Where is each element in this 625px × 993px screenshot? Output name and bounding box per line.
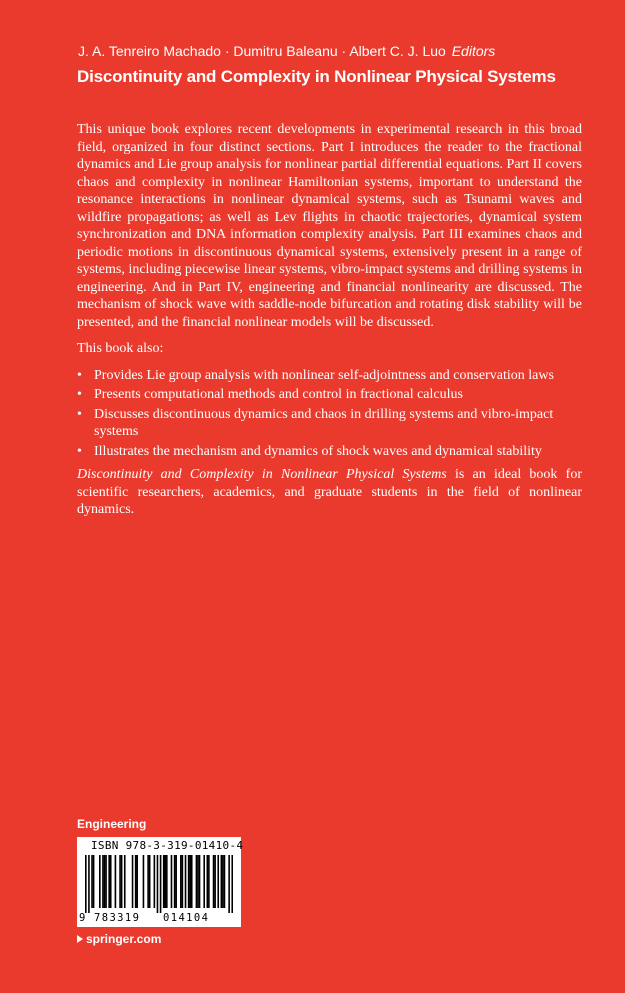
barcode-bar [197,855,199,908]
barcode-bar [228,855,230,913]
barcode-bar [149,855,151,908]
isbn-label: ISBN 978-3-319-01410-4 [91,839,244,852]
barcode-icon [85,855,233,913]
list-item [77,443,582,461]
barcode-bar [217,855,219,908]
editors-role: Editors [451,43,496,59]
bullet-icon: • [77,406,82,422]
barcode-bar [147,855,149,908]
barcode-bar [174,855,176,908]
barcode-bar [196,855,198,908]
closing-book-title: Discontinuity and Complexity in Nonlinear Physical Systems [77,467,447,482]
blurb [77,121,582,528]
barcode-bar [189,855,191,908]
barcode-bar [136,855,138,908]
barcode-digit-first: 9 [79,912,86,924]
list-item [77,367,582,385]
also-intro: This book also: [77,341,164,356]
website-label: springer.com [86,932,162,946]
barcode-bar [182,855,184,908]
barcode-bar [132,855,134,908]
barcode-bar [221,855,223,908]
barcode-bar [231,855,233,913]
barcode-bar [188,855,190,908]
list-item [77,406,582,441]
barcode-bar [135,855,137,908]
barcode-bar [164,855,166,908]
barcode-bar [222,855,224,908]
feature-list [77,367,582,461]
list-item-text: Provides Lie group analysis with nonlinear self-adjointness and conservation laws [94,367,554,383]
bullet-icon: • [77,443,82,459]
isbn-barcode [77,837,244,927]
barcode-bar [171,855,173,908]
barcode-bar [104,855,106,908]
bullet-icon: • [77,387,82,402]
barcode-bar [160,855,162,913]
bullet-icon: • [77,367,82,383]
barcode-bar [214,855,216,908]
barcode-digits-left: 783319 [94,912,141,924]
book-title: Discontinuity and Complexity in Nonlinear Physical Systems [77,67,556,86]
barcode-bar [121,855,123,908]
list-item-text: Presents computational methods and control in fractional calculus [94,387,463,402]
subject-category: Engineering [77,817,147,831]
barcode-digits-right: 014104 [163,912,210,924]
barcode-bar [154,855,156,908]
barcode-bar [203,855,205,908]
barcode-bar [88,855,90,913]
barcode-bar [110,855,112,908]
barcode-bar [180,855,182,908]
barcode-bar [91,855,93,908]
editors-line [78,42,578,60]
barcode-bar [93,855,95,908]
barcode-bar [124,855,126,908]
barcode-bar [191,855,193,908]
barcode-bar [224,855,226,908]
barcode-bar [99,855,101,908]
barcode-bar [115,855,117,908]
list-item [77,386,582,404]
barcode-bar [119,855,121,908]
publisher-website[interactable] [77,932,161,946]
barcode-bar [207,855,209,908]
barcode-bar [102,855,104,908]
description-paragraph: This unique book explores recent developments in experimental research in this broad field, organized in four distinct sections. Part I introduces the reader to the fractional dynamics and Lie group analysis for nonlinear partial differential equations. Part II covers chaos and complexity in nonlinear Hamiltonian systems, important to understand the resonance interactions in nonlinear dynamical systems, such as Tsunami waves and wildfire propagations; as well as Lev flights in chaotic trajectories, dynamical system synchronization and DNA information complexity analysis. Part III examines chaos and periodic motions in discontinuous dynamical systems, extensively present in a range of systems, including piecewise linear systems, vibro-impact systems and drilling systems in engineering. And in Part IV, engineering and financial nonlinearity are discussed. The mechanism of shock wave with saddle-node bifurcation and rotating disk stability will be presented, and the financial nonlinear models will be discussed. [77,122,582,330]
barcode-bar [199,855,201,908]
barcode-bar [175,855,177,908]
list-item-text: Illustrates the mechanism and dynamics of shock waves and dynamical stability [94,443,542,459]
closing-text: is an ideal book for scientific researchers, academics, and graduate students in the field of nonlinear dynamics. [77,467,582,517]
barcode-bar [85,855,87,913]
barcode-bar [163,855,165,908]
barcode-bar [213,855,215,908]
barcode-bar [208,855,210,908]
barcode-bar [157,855,159,913]
editor-names: J. A. Tenreiro Machado · Dumitru Baleanu · Albert C. J. Luo [78,43,446,59]
barcode-bar [166,855,168,908]
barcode-bar [185,855,187,908]
barcode-bar [143,855,145,908]
closing-paragraph [77,466,582,519]
list-item-text: Discusses discontinuous dynamics and chaos in drilling systems and vibro-impact systems [94,406,554,439]
barcode-bar [108,855,110,908]
arrow-right-icon [77,935,83,943]
barcode-bar [105,855,107,908]
